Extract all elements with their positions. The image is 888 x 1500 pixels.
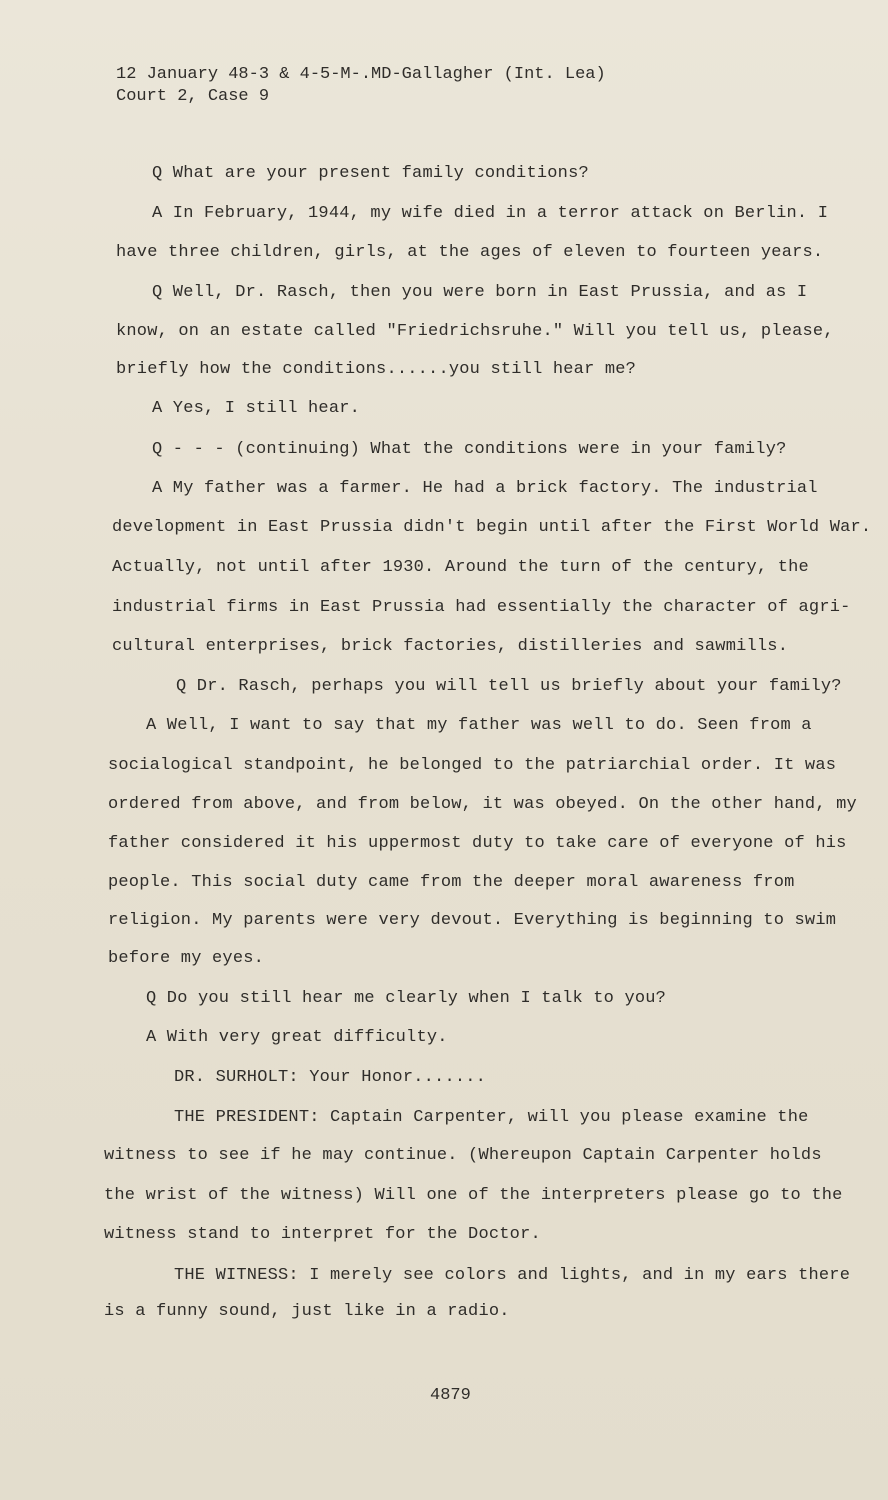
transcript-line: A Well, I want to say that my father was well to do. Seen from a — [146, 716, 812, 735]
transcript-line: development in East Prussia didn't begin until after the First World War. — [112, 518, 872, 537]
transcript-line: industrial firms in East Prussia had essentially the character of agri- — [112, 598, 851, 617]
transcript-line: is a funny sound, just like in a radio. — [104, 1302, 510, 1321]
transcript-line: A Yes, I still hear. — [152, 399, 361, 418]
transcript-line: people. This social duty came from the deeper moral awareness from — [108, 873, 795, 892]
header-line-court-case: Court 2, Case 9 — [116, 87, 270, 106]
transcript-line: the wrist of the witness) Will one of the interpreters please go to the — [104, 1186, 843, 1205]
transcript-line: ordered from above, and from below, it was obeyed. On the other hand, my — [108, 795, 857, 814]
transcript-line: socialogical standpoint, he belonged to the patriarchial order. It was — [108, 756, 837, 775]
transcript-line: father considered it his uppermost duty to take care of everyone of his — [108, 834, 847, 853]
transcript-line: Q Do you still hear me clearly when I talk to you? — [146, 989, 667, 1008]
transcript-line: know, on an estate called "Friedrichsruhe." Will you tell us, please, — [116, 322, 834, 341]
transcript-line: have three children, girls, at the ages of eleven to fourteen years. — [116, 243, 824, 262]
transcript-line: DR. SURHOLT: Your Honor....... — [174, 1068, 487, 1087]
transcript-line: THE WITNESS: I merely see colors and lights, and in my ears there — [174, 1266, 851, 1285]
transcript-line: A With very great difficulty. — [146, 1028, 448, 1047]
transcript-line: Actually, not until after 1930. Around the turn of the century, the — [112, 558, 809, 577]
transcript-line: briefly how the conditions......you still hear me? — [116, 360, 637, 379]
transcript-line: before my eyes. — [108, 949, 265, 968]
transcript-line: A In February, 1944, my wife died in a terror attack on Berlin. I — [152, 204, 829, 223]
transcript-line: Q What are your present family conditions? — [152, 164, 589, 183]
page-number: 4879 — [430, 1386, 471, 1405]
transcript-line: cultural enterprises, brick factories, distilleries and sawmills. — [112, 637, 789, 656]
transcript-line: THE PRESIDENT: Captain Carpenter, will you please examine the — [174, 1108, 809, 1127]
transcript-line: witness stand to interpret for the Doctor. — [104, 1225, 541, 1244]
document-header — [116, 64, 606, 108]
transcript-line: Q Well, Dr. Rasch, then you were born in East Prussia, and as I — [152, 283, 808, 302]
transcript-line: religion. My parents were very devout. Everything is beginning to swim — [108, 911, 837, 930]
transcript-line: A My father was a farmer. He had a brick factory. The industrial — [152, 479, 818, 498]
header-line-date-reference: 12 January 48-3 & 4-5-M-.MD-Gallagher (Int. Lea) — [116, 65, 606, 84]
transcript-line: Q Dr. Rasch, perhaps you will tell us briefly about your family? — [176, 677, 842, 696]
transcript-line: Q - - - (continuing) What the conditions were in your family? — [152, 440, 787, 459]
transcript-line: witness to see if he may continue. (Whereupon Captain Carpenter holds — [104, 1146, 822, 1165]
